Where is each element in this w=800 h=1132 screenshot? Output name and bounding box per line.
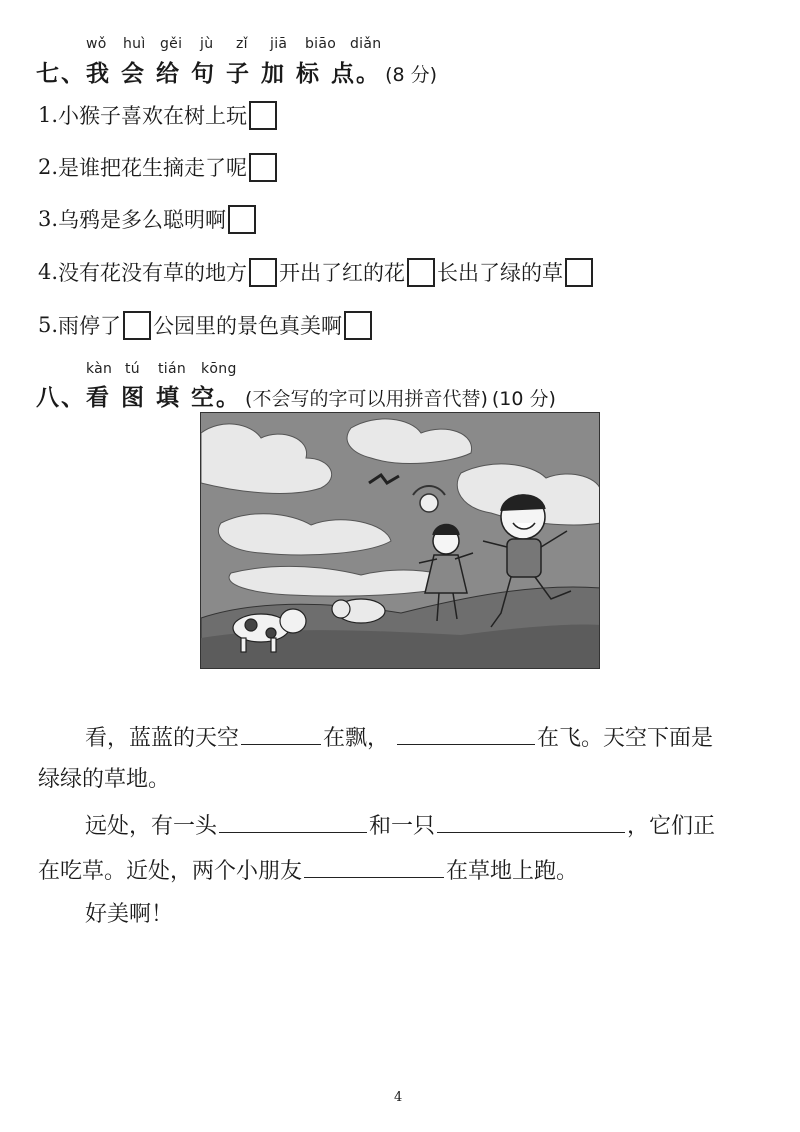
fill-paragraph-2 [85,810,715,842]
section8-score: (10 分) [491,388,556,410]
answer-box[interactable] [228,205,256,234]
blank-birds[interactable] [397,722,535,745]
item-number: 4. [38,260,59,284]
item-number: 3. [38,207,59,231]
section7-number: 七、 [36,61,86,87]
answer-box[interactable] [407,258,435,287]
pinyin-kong: kōng [201,361,237,377]
section7-title: 我 会 给 句 子 加 标 点。 [86,61,382,87]
pinyin-ju: jù [200,36,214,52]
pinyin-gei: gěi [160,36,183,52]
punctuation-item-4 [38,255,595,289]
pinyin-wo: wǒ [86,36,107,52]
para-text: ，它们正 [627,814,716,839]
section8-heading [36,379,556,412]
pinyin-dian: diǎn [350,36,382,52]
para-text: 和一只 [369,814,436,839]
section8-note: (不会写的字可以用拼音代替) [245,388,488,410]
item-number: 5. [38,313,59,337]
section7-heading [36,55,437,88]
item-text: 乌鸦是多么聪明啊 [58,208,227,232]
pinyin-zi: zǐ [236,36,248,52]
punctuation-item-5 [38,308,374,342]
section8-title: 看 图 填 空。 [86,385,242,411]
para-text: 好美啊！ [85,902,174,927]
scene-illustration [200,412,600,669]
blank-children[interactable] [304,855,444,878]
answer-box[interactable] [565,258,593,287]
item-text: 小猴子喜欢在树上玩 [58,104,248,128]
fill-paragraph-2-cont [38,855,578,887]
answer-box[interactable] [344,311,372,340]
para-text: 绿绿的草地。 [38,767,171,792]
pinyin-biao: biāo [305,36,337,52]
answer-box[interactable] [249,258,277,287]
item-text: 开出了红的花 [279,261,406,285]
item-number: 1. [38,103,59,127]
para-text: 在飘， [323,726,390,751]
punctuation-item-2 [38,150,279,184]
scene-drawing [201,413,600,669]
para-text: 在飞。天空下面是 [537,726,714,751]
pinyin-kan: kàn [86,361,113,377]
answer-box[interactable] [249,153,277,182]
para-text: 远处，有一头 [85,814,218,839]
section7-score: (8 分) [385,64,438,86]
blank-cow[interactable] [219,810,367,833]
fill-paragraph-1 [85,722,713,754]
item-text: 公园里的景色真美啊 [153,314,343,338]
pinyin-tu: tú [125,361,140,377]
fill-paragraph-1-cont [38,765,170,795]
item-text: 长出了绿的草 [437,261,564,285]
page-number: 4 [394,1090,403,1105]
pinyin-tian: tián [158,361,187,377]
para-text: 在吃草。近处，两个小朋友 [38,859,303,884]
blank-animal[interactable] [437,810,625,833]
answer-box[interactable] [123,311,151,340]
fill-paragraph-3 [85,900,173,930]
answer-box[interactable] [249,101,277,130]
section8-number: 八、 [36,385,86,411]
item-text: 是谁把花生摘走了呢 [58,156,248,180]
para-text: 在草地上跑。 [446,859,579,884]
item-number: 2. [38,155,59,179]
item-text: 没有花没有草的地方 [58,261,248,285]
para-text: 看，蓝蓝的天空 [85,726,240,751]
pinyin-hui: huì [123,36,146,52]
punctuation-item-3 [38,202,258,236]
blank-clouds[interactable] [241,722,321,745]
item-text: 雨停了 [58,314,122,338]
punctuation-item-1 [38,98,279,132]
pinyin-jia: jiā [270,36,288,52]
